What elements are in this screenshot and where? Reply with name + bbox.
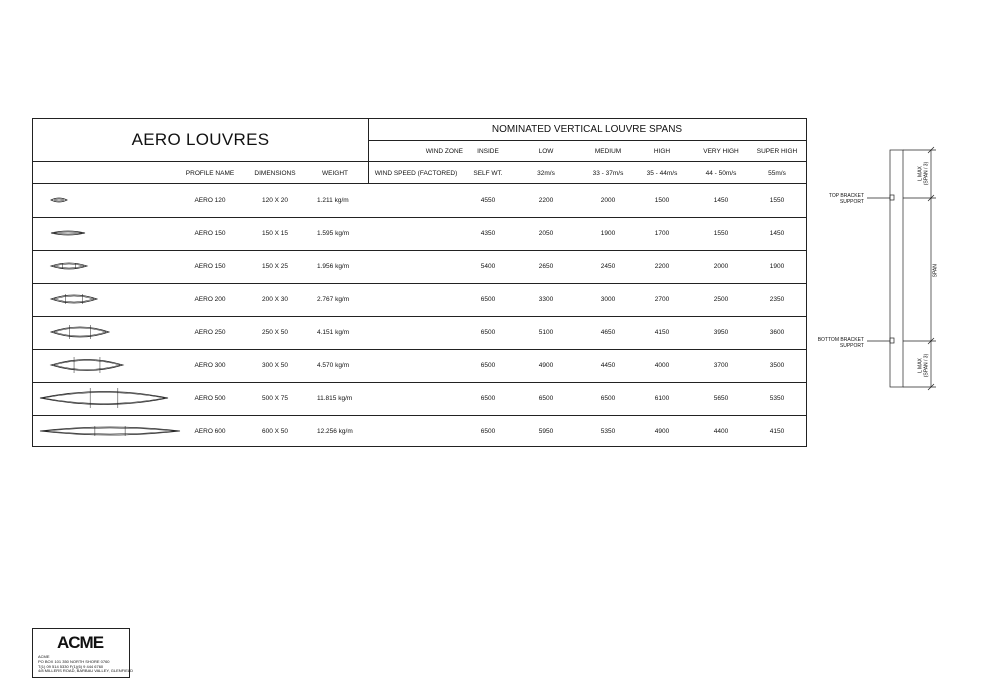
cell-superhigh: 4150 xyxy=(769,428,785,435)
wind-speed-inside: SELF WT. xyxy=(473,170,503,177)
column-header-veryhigh: VERY HIGH xyxy=(703,148,739,155)
title-block xyxy=(32,628,133,678)
cell-medium: 6500 xyxy=(600,395,616,402)
cell-veryhigh: 5650 xyxy=(713,395,729,402)
cell-veryhigh: 3700 xyxy=(713,362,729,369)
cell-weight: 1.595 kg/m xyxy=(317,230,350,237)
cell-weight: 11.815 kg/m xyxy=(317,395,353,402)
cell-weight: 4.151 kg/m xyxy=(317,329,350,336)
cell-weight: 4.570 kg/m xyxy=(317,362,350,369)
table-title: AERO LOUVRES xyxy=(33,119,369,162)
cell-superhigh: 5350 xyxy=(769,395,785,402)
cell-dims: 120 X 20 xyxy=(261,197,289,204)
cell-high: 2200 xyxy=(654,263,670,270)
cell-superhigh: 3500 xyxy=(769,362,785,369)
cell-profile: AERO 300 xyxy=(194,362,226,369)
cell-inside: 6500 xyxy=(480,428,496,435)
cell-veryhigh: 2000 xyxy=(713,263,729,270)
column-header-inside: INSIDE xyxy=(477,148,499,155)
cell-medium: 4450 xyxy=(600,362,616,369)
wind-speed-superhigh: 55m/s xyxy=(768,170,786,177)
cell-weight: 12.256 kg/m xyxy=(317,428,353,435)
cell-dims: 500 X 75 xyxy=(261,395,289,402)
group-header: NOMINATED VERTICAL LOUVRE SPANS xyxy=(368,119,806,141)
cell-inside: 4350 xyxy=(480,230,496,237)
cell-medium: 2000 xyxy=(600,197,616,204)
cell-low: 2650 xyxy=(538,263,554,270)
cell-low: 6500 xyxy=(538,395,554,402)
top-bracket-label: TOP BRACKET SUPPORT xyxy=(828,193,864,205)
cell-inside: 5400 xyxy=(480,263,496,270)
cell-weight: 1.956 kg/m xyxy=(317,263,350,270)
column-header-superhigh: SUPER HIGH xyxy=(756,148,798,155)
cell-weight: 1.211 kg/m xyxy=(317,197,349,204)
column-header-weight: WEIGHT xyxy=(322,170,348,177)
wind-speed-label: WIND SPEED (FACTORED) xyxy=(374,170,458,177)
cell-inside: 6500 xyxy=(480,296,496,303)
cell-dims: 600 X 50 xyxy=(261,428,289,435)
cell-medium: 2450 xyxy=(600,263,616,270)
cell-superhigh: 3600 xyxy=(769,329,785,336)
company-address: PO BOX 101 350 NORTH SHORE 0760 T(1) 09 514 5330 F(1)(6) 9 444 6760 4/8 MILLERS ROAD, BARBAU VALLEY, GLENFIELD xyxy=(38,659,133,674)
cell-dims: 150 X 25 xyxy=(261,263,289,270)
cell-high: 4000 xyxy=(654,362,670,369)
bottom-bracket-label: BOTTOM BRACKET SUPPORT xyxy=(817,337,864,349)
cell-veryhigh: 2500 xyxy=(713,296,729,303)
cell-dims: 150 X 15 xyxy=(261,230,289,237)
cell-inside: 6500 xyxy=(480,362,496,369)
cell-weight: 2.767 kg/m xyxy=(317,296,350,303)
wind-speed-medium: 33 - 37m/s xyxy=(592,170,624,177)
cell-profile: AERO 150 xyxy=(194,230,226,237)
span-label: SPAN xyxy=(932,264,939,278)
cell-high: 6100 xyxy=(654,395,670,402)
cell-veryhigh: 3950 xyxy=(713,329,729,336)
wind-zone-label: WIND ZONE xyxy=(425,148,463,155)
lmax-top-label: L MAX (SPAN / 3) xyxy=(917,161,929,186)
company-name: ACME xyxy=(38,654,50,659)
cell-superhigh: 1900 xyxy=(769,263,785,270)
cell-profile: AERO 120 xyxy=(194,197,226,204)
cell-inside: 6500 xyxy=(480,395,496,402)
cell-high: 1700 xyxy=(654,230,670,237)
cell-high: 4900 xyxy=(654,428,670,435)
cell-high: 2700 xyxy=(654,296,670,303)
cell-profile: AERO 500 xyxy=(194,395,226,402)
cell-low: 2050 xyxy=(538,230,554,237)
cell-medium: 1900 xyxy=(600,230,616,237)
cell-profile: AERO 600 xyxy=(194,428,226,435)
cell-low: 5100 xyxy=(538,329,554,336)
cell-low: 4900 xyxy=(538,362,554,369)
cell-profile: AERO 150 xyxy=(194,263,226,270)
cell-profile: AERO 250 xyxy=(194,329,226,336)
company-logo: ACME xyxy=(57,633,104,652)
cell-superhigh: 1450 xyxy=(769,230,785,237)
lmax-bottom-label: L MAX (SPAN / 3) xyxy=(917,353,929,378)
cell-dims: 300 X 50 xyxy=(261,362,289,369)
cell-profile: AERO 200 xyxy=(194,296,226,303)
column-header-low: LOW xyxy=(538,148,554,155)
wind-speed-low: 32m/s xyxy=(537,170,555,177)
wind-speed-high: 35 - 44m/s xyxy=(646,170,678,177)
column-header-profile: PROFILE NAME xyxy=(185,170,235,177)
wind-speed-veryhigh: 44 - 50m/s xyxy=(705,170,737,177)
cell-veryhigh: 1550 xyxy=(713,230,729,237)
cell-superhigh: 2350 xyxy=(769,296,785,303)
cell-low: 2200 xyxy=(538,197,554,204)
cell-superhigh: 1550 xyxy=(769,197,785,204)
column-header-high: HIGH xyxy=(653,148,671,155)
column-header-medium: MEDIUM xyxy=(594,148,622,155)
cell-dims: 250 X 50 xyxy=(261,329,289,336)
column-header-dims: DIMENSIONS xyxy=(254,170,296,177)
cell-inside: 6500 xyxy=(480,329,496,336)
cell-high: 4150 xyxy=(654,329,670,336)
cell-medium: 4650 xyxy=(600,329,616,336)
cell-inside: 4550 xyxy=(480,197,496,204)
cell-low: 5950 xyxy=(538,428,554,435)
cell-veryhigh: 1450 xyxy=(713,197,729,204)
cell-medium: 3000 xyxy=(600,296,616,303)
cell-high: 1500 xyxy=(654,197,670,204)
cell-medium: 5350 xyxy=(600,428,616,435)
cell-low: 3300 xyxy=(538,296,554,303)
cell-veryhigh: 4400 xyxy=(713,428,729,435)
cell-dims: 200 X 30 xyxy=(261,296,289,303)
